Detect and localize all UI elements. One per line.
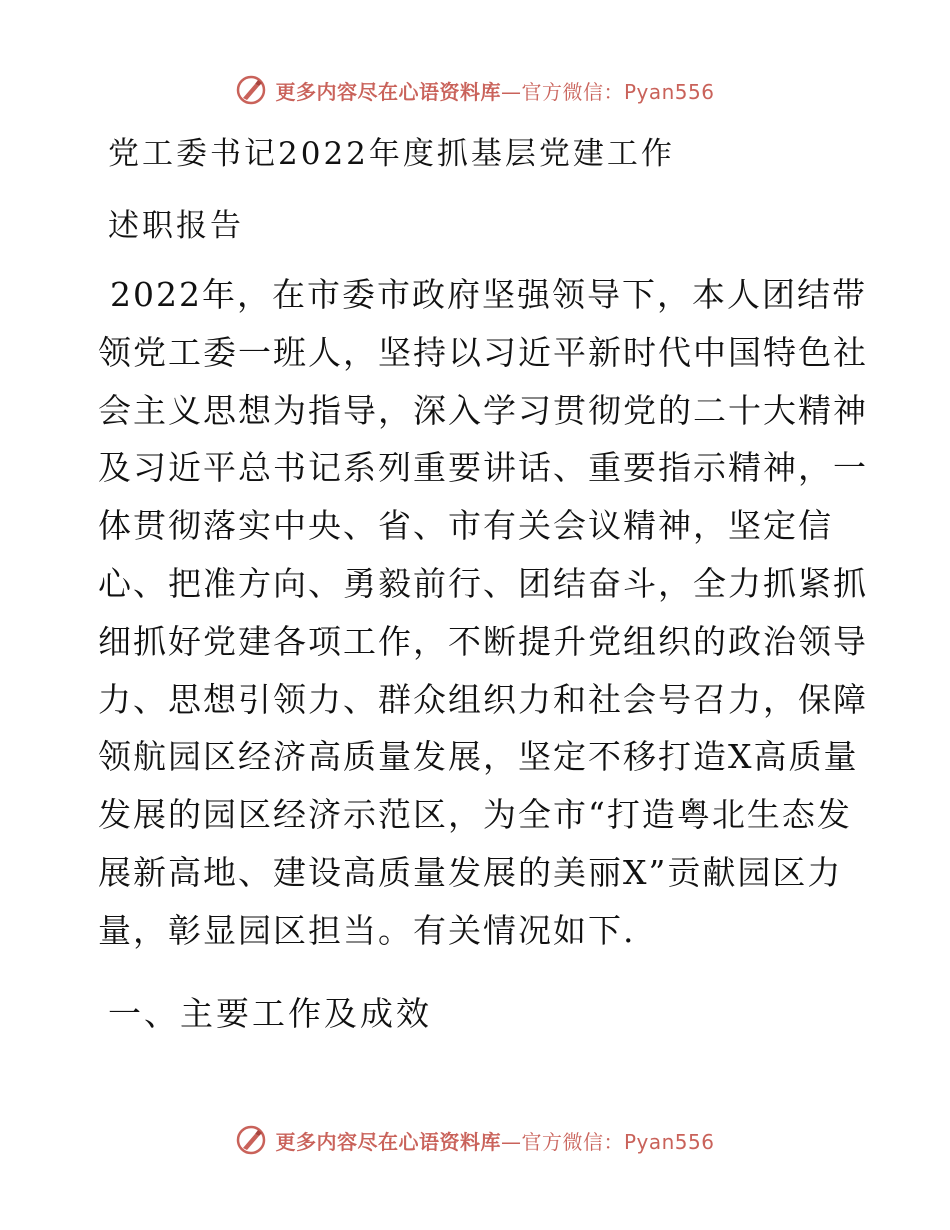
paragraph-line: 领党工委一班人，坚持以习近平新时代中国特色社 (98, 332, 868, 372)
pen-logo-icon (235, 74, 267, 106)
paragraph-line: 2022年，在市委市政府坚强领导下，本人团结带 (110, 275, 867, 314)
watermark-text (275, 76, 714, 105)
pen-logo-icon (235, 1124, 267, 1156)
watermark-header (0, 70, 950, 110)
document-title-line-1: 党工委书记2022年度抓基层党建工作 (108, 136, 675, 172)
paragraph-line: 及习近平总书记系列重要讲话、重要指示精神，一 (98, 448, 868, 488)
paragraph-line: 力、思想引领力、群众组织力和社会号召力，保障 (98, 679, 868, 719)
paragraph-line: 细抓好党建各项工作，不断提升党组织的政治领导 (98, 621, 868, 661)
paragraph-line: 发展的园区经济示范区，为全市“打造粤北生态发 (98, 795, 852, 835)
paragraph-line: 展新高地、建设高质量发展的美丽X”贡献园区力 (98, 852, 843, 892)
watermark-text (275, 1126, 714, 1155)
paragraph-line: 量，彰显园区担当。有关情况如下. (98, 910, 636, 950)
watermark-suffix: —官方微信：Pyan556 (500, 79, 715, 104)
paragraph-line: 会主义思想为指导，深入学习贯彻党的二十大精神 (98, 390, 868, 430)
body-paragraph (98, 266, 868, 960)
paragraph-line: 体贯彻落实中央、省、市有关会议精神，坚定信 (98, 506, 833, 546)
watermark-footer (0, 1120, 950, 1160)
document-title-line-2: 述职报告 (108, 208, 244, 244)
section-heading: 一、主要工作及成效 (108, 994, 432, 1033)
paragraph-line: 心、把准方向、勇毅前行、团结奋斗，全力抓紧抓 (98, 563, 868, 603)
watermark-brand: 更多内容尽在心语资料库 (275, 79, 501, 104)
watermark-suffix: —官方微信：Pyan556 (500, 1129, 715, 1154)
paragraph-line: 领航园区经济高质量发展，坚定不移打造X高质量 (98, 737, 859, 777)
watermark-brand: 更多内容尽在心语资料库 (275, 1129, 501, 1154)
